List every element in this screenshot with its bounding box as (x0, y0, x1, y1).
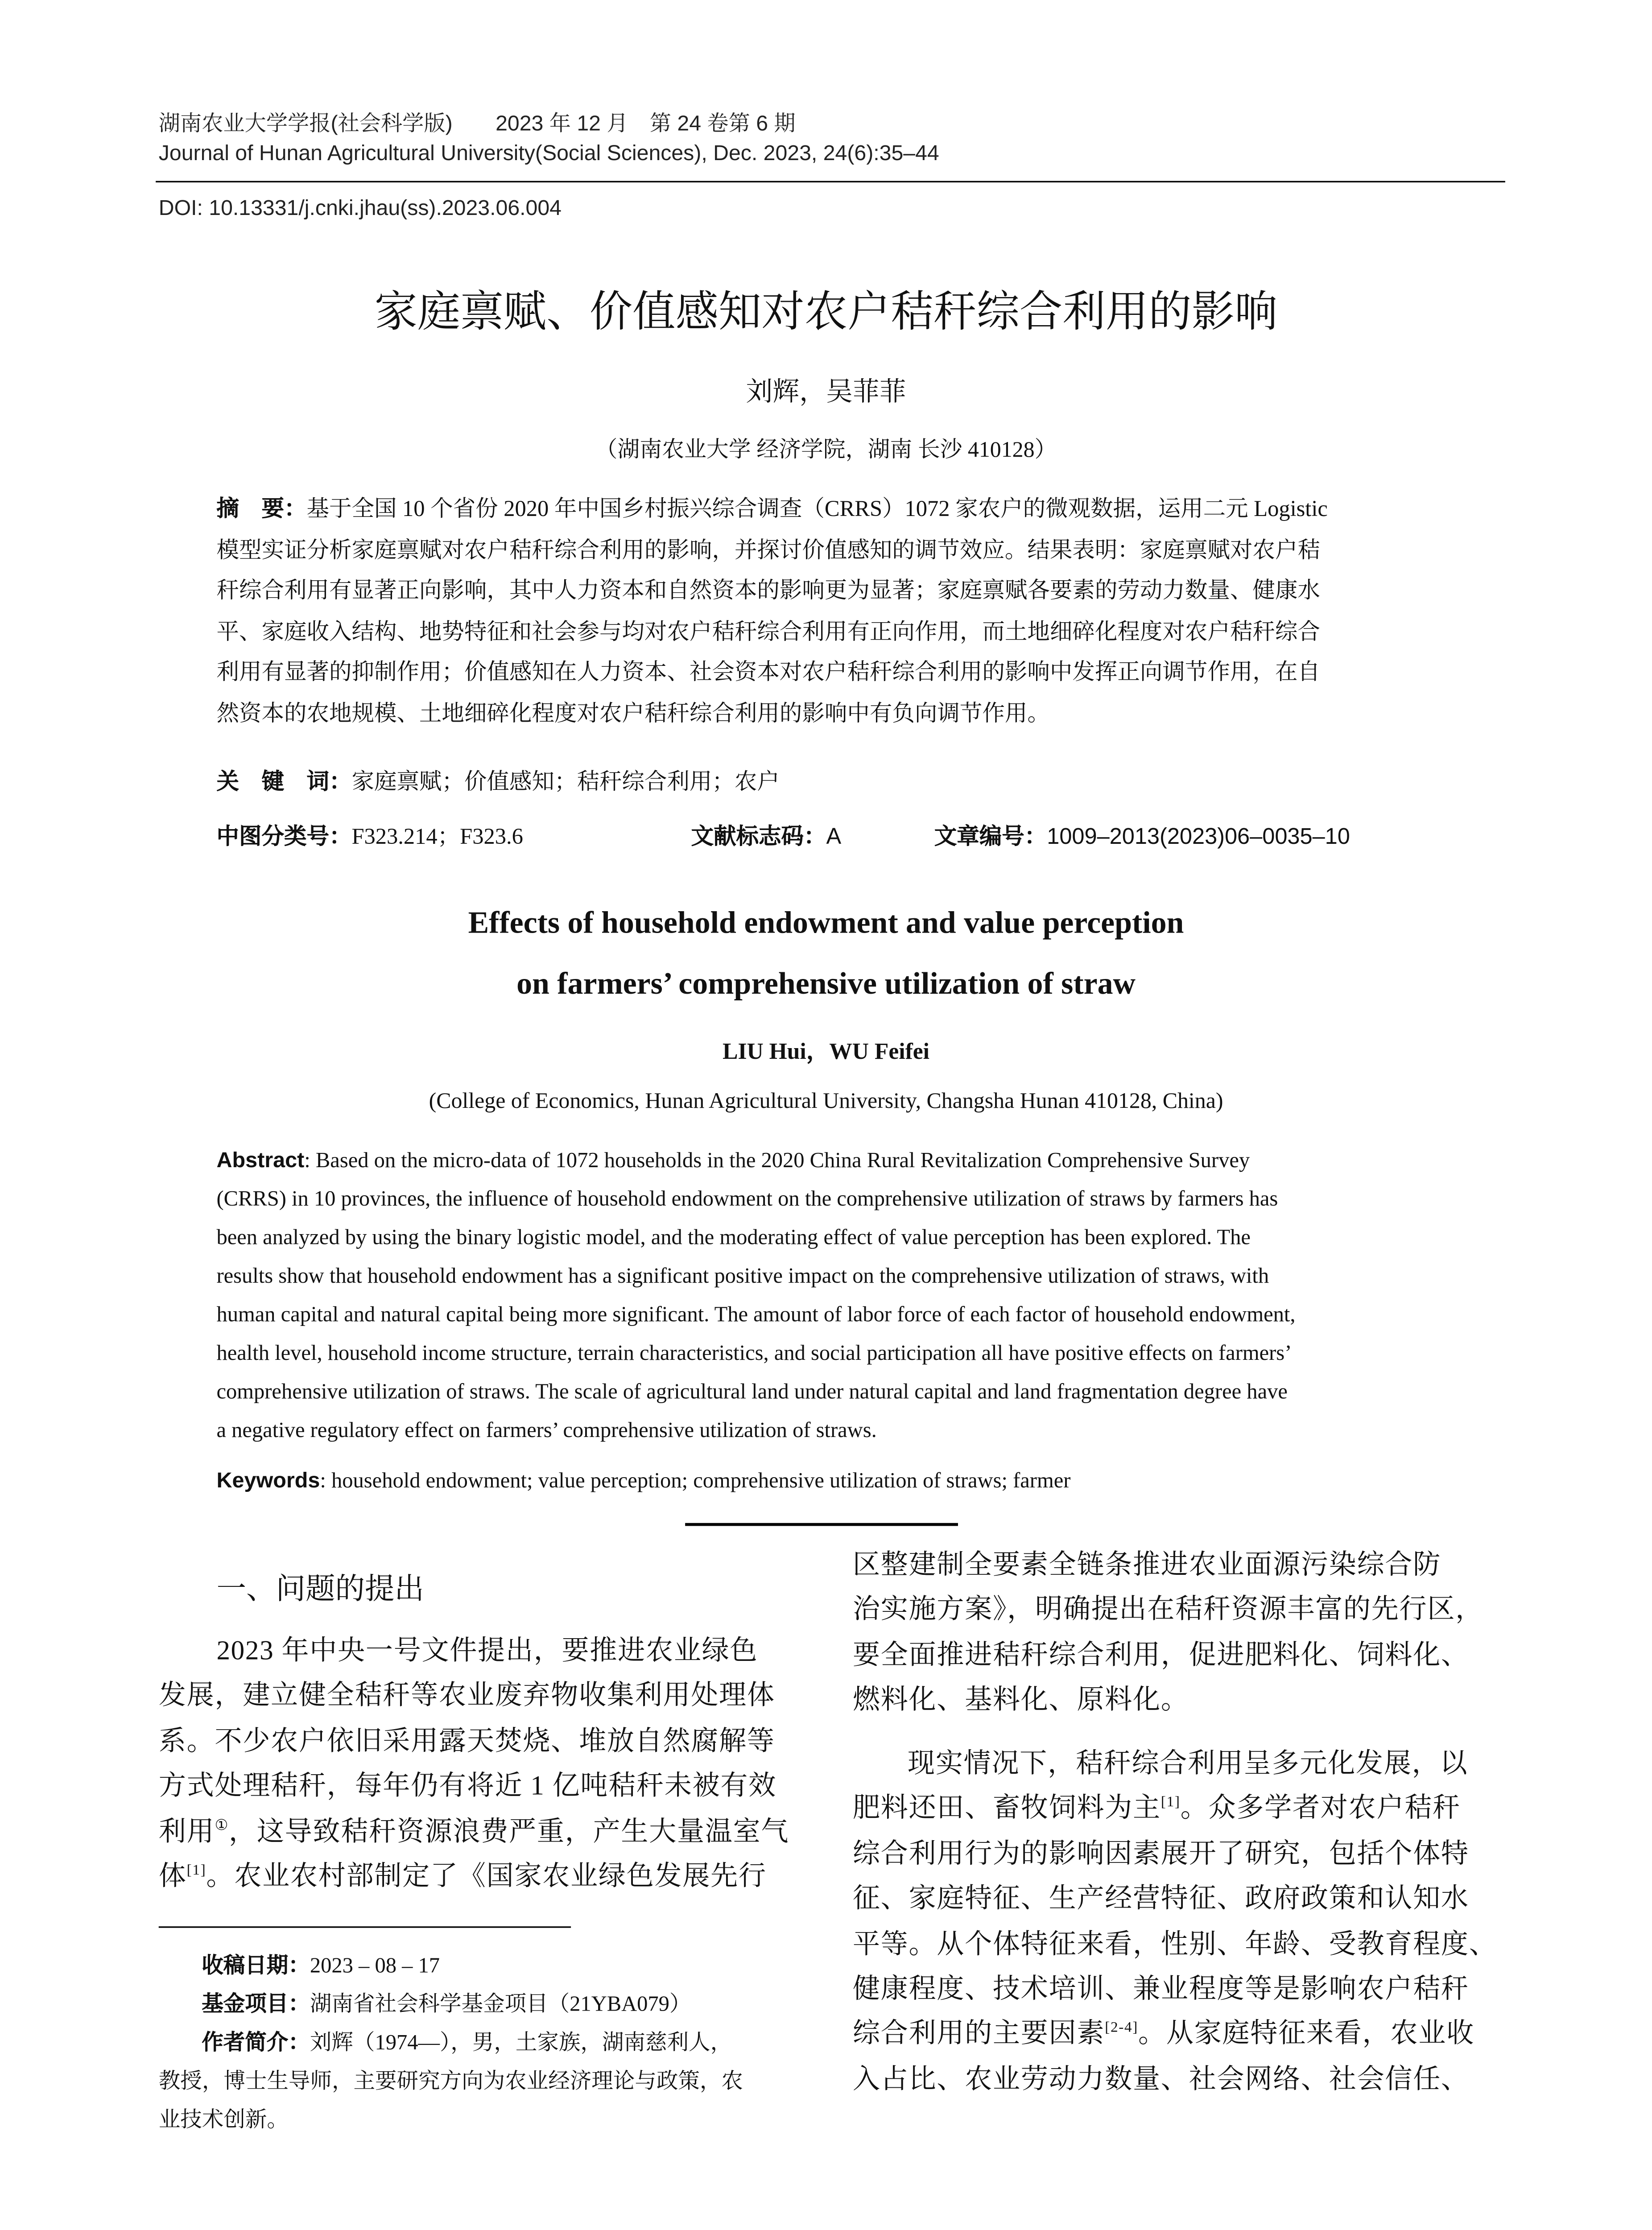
fund-project (202, 1986, 691, 2024)
fund-label: 基金项目： (202, 1993, 310, 2017)
received-date (202, 1947, 440, 1986)
clc-value: F323.214；F323.6 (351, 824, 523, 850)
clc-label: 中图分类号： (216, 824, 352, 850)
section-separator (685, 1523, 958, 1525)
body-line (853, 1786, 1461, 1831)
abstract-cn (216, 489, 1327, 530)
abstract-cn-line: 利用有显著的抑制作用；价值感知在人力资本、社会资本对农户秸秆综合利用的影响中发挥正向调节作用，在自 (216, 660, 1320, 686)
article-number (934, 817, 1350, 858)
abstract-en-line: comprehensive utilization of straws. The scale of agricultural land under natural capital and land fragmentation degree have (216, 1380, 1288, 1404)
body-line: 系。不少农户依旧采用露天焚烧、堆放自然腐解等 (158, 1726, 775, 1756)
affiliation-en: (College of Economics, Hunan Agricultural University, Changsha Hunan 410128, China) (429, 1090, 1223, 1114)
section-heading: 一、问题的提出 (216, 1573, 424, 1606)
authors-en: LIU Hui，WU Feifei (723, 1039, 929, 1065)
abstract-cn-line: 平、家庭收入结构、地势特征和社会参与均对农户秸秆综合利用有正向作用，而土地细碎化程度对农户秸秆综合 (216, 619, 1320, 644)
body-line: 发展，建立健全秸秆等农业废弃物收集利用处理体 (158, 1681, 775, 1711)
keywords-en (216, 1462, 1070, 1500)
body-text: 。众多学者对农户秸秆 (1180, 1793, 1461, 1823)
body-text: ，这导致秸秆资源浪费严重，产生大量温室气 (228, 1816, 789, 1846)
abstract-cn-line: 然资本的农地规模、土地细碎化程度对农户秸秆综合利用的影响中有负向调节作用。 (216, 701, 1050, 726)
keywords-en-label: Keywords (216, 1470, 320, 1494)
page-title-cn: 家庭禀赋、价值感知对农户秸秆综合利用的影响 (374, 289, 1278, 337)
abstract-en-line: (CRRS) in 10 provinces, the influence of household endowment on the comprehensive utilization of straws by farmers has (216, 1188, 1278, 1212)
body-line: 区整建制全要素全链条推进农业面源污染综合防 (852, 1549, 1441, 1580)
body-line: 要全面推进秸秆综合利用，促进肥料化、饲料化、 (852, 1639, 1469, 1670)
affiliation-cn: （湖南农业大学 经济学院，湖南 长沙 410128） (595, 439, 1057, 463)
fund-value: 湖南省社会科学基金项目（21YBA079） (310, 1993, 691, 2017)
abstract-en-line: results show that household endowment has a significant positive impact on the comprehensive utilization of straws, with (216, 1265, 1269, 1289)
body-line: 入占比、农业劳动力数量、社会网络、社会信任、 (852, 2064, 1469, 2094)
body-text: 。从家庭特征来看，农业收 (1138, 2019, 1474, 2049)
abstract-cn-line: 秆综合利用有显著正向影响，其中人力资本和自然资本的影响更为显著；家庭禀赋各要素的劳动力数量、健康水 (216, 578, 1320, 604)
received-label: 收稿日期： (202, 1954, 310, 1978)
author-bio-label: 作者简介： (202, 2032, 310, 2056)
abstract-en-label: Abstract (216, 1149, 305, 1173)
body-line: 2023 年中央一号文件提出，要推进农业绿色 (216, 1635, 758, 1665)
abstract-en-line: human capital and natural capital being more significant. The amount of labor force of each factor of household endowment, (216, 1303, 1296, 1327)
keywords-cn (216, 762, 779, 803)
footnote-marker: ① (215, 1817, 229, 1834)
article-number-value: 1009–2013(2023)06–0035–10 (1047, 824, 1350, 850)
body-text: 体 (158, 1861, 187, 1891)
body-text: 利用 (158, 1816, 215, 1846)
authors-cn: 刘辉，吴菲菲 (746, 376, 906, 407)
body-line (159, 1809, 789, 1854)
author-bio-text: 刘辉（1974—），男，土家族，湖南慈利人， (310, 2032, 732, 2056)
abstract-en-line: health level, household income structure, terrain characteristics, and social participation all have positive effects on farmers’ (216, 1342, 1292, 1366)
citation: [1] (186, 1862, 206, 1879)
body-text: 。农业农村部制定了《国家农业绿色发展先行 (206, 1861, 767, 1891)
body-line: 综合利用行为的影响因素展开了研究，包括个体特 (852, 1838, 1469, 1868)
keywords-en-text: : household endowment; value perception; comprehensive utilization of straws; farmer (320, 1470, 1071, 1494)
citation: [1] (1161, 1795, 1181, 1812)
citation: [2-4] (1105, 2020, 1139, 2037)
journal-header-en: Journal of Hunan Agricultural University(Social Sciences), Dec. 2023, 24(6):35–44 (158, 142, 939, 166)
document-code (691, 817, 841, 858)
author-bio-line: 教授，博士生导师，主要研究方向为农业经济理论与政策，农 (158, 2070, 743, 2094)
author-bio-line: 业技术创新。 (158, 2109, 289, 2133)
body-line (159, 1854, 767, 1899)
body-line: 方式处理秸秆，每年仍有将近 1 亿吨秸秆未被有效 (158, 1771, 777, 1801)
clc-number (216, 817, 523, 858)
journal-header-cn: 湖南农业大学学报(社会科学版) 2023 年 12 月 第 24 卷第 6 期 (158, 112, 796, 136)
document-code-value: A (826, 824, 842, 850)
abstract-cn-label: 摘 要： (216, 496, 307, 522)
page-title-en-line2: on farmers’ comprehensive utilization of straw (516, 965, 1136, 1001)
body-line: 燃料化、基料化、原料化。 (852, 1685, 1189, 1715)
body-line (853, 2011, 1474, 2057)
body-line: 现实情况下，秸秆综合利用呈多元化发展，以 (907, 1748, 1468, 1778)
body-text: 肥料还田、畜牧饲料为主 (852, 1793, 1161, 1823)
abstract-en (216, 1142, 1250, 1180)
page-title-en-line1: Effects of household endowment and value perception (468, 904, 1184, 941)
keywords-cn-label: 关 键 词： (216, 769, 352, 795)
body-line: 征、家庭特征、生产经营特征、政府政策和认知水 (852, 1883, 1469, 1913)
body-line: 健康程度、技术培训、兼业程度等是影响农户秸秆 (852, 1974, 1469, 2004)
body-line: 治实施方案》，明确提出在秸秆资源丰富的先行区， (852, 1594, 1483, 1625)
body-line: 平等。从个体特征来看，性别、年龄、受教育程度、 (852, 1929, 1497, 1958)
abstract-en-line: a negative regulatory effect on farmers’ comprehensive utilization of straws. (216, 1419, 877, 1443)
doi: DOI: 10.13331/j.cnki.jhau(ss).2023.06.004 (158, 197, 562, 221)
abstract-en-line: been analyzed by using the binary logistic model, and the moderating effect of value perception has been explored. The (216, 1226, 1251, 1250)
document-code-label: 文献标志码： (691, 824, 826, 850)
keywords-cn-text: 家庭禀赋；价值感知；秸秆综合利用；农户 (351, 769, 780, 795)
received-value: 2023 – 08 – 17 (310, 1954, 440, 1978)
header-rule (156, 181, 1505, 183)
abstract-cn-line: 基于全国 10 个省份 2020 年中国乡村振兴综合调查（CRRS）1072 家农户的微观数据，运用二元 Logistic (306, 496, 1328, 522)
article-number-label: 文章编号： (934, 824, 1047, 850)
abstract-cn-line: 模型实证分析家庭禀赋对农户秸秆综合利用的影响，并探讨价值感知的调节效应。结果表明：家庭禀赋对农户秸 (216, 537, 1320, 563)
footnote-rule (159, 1926, 571, 1928)
body-text: 综合利用的主要因素 (852, 2019, 1105, 2049)
author-bio (202, 2024, 732, 2063)
abstract-en-line: : Based on the micro-data of 1072 households in the 2020 China Rural Revitalization Comprehensive Survey (304, 1149, 1250, 1173)
